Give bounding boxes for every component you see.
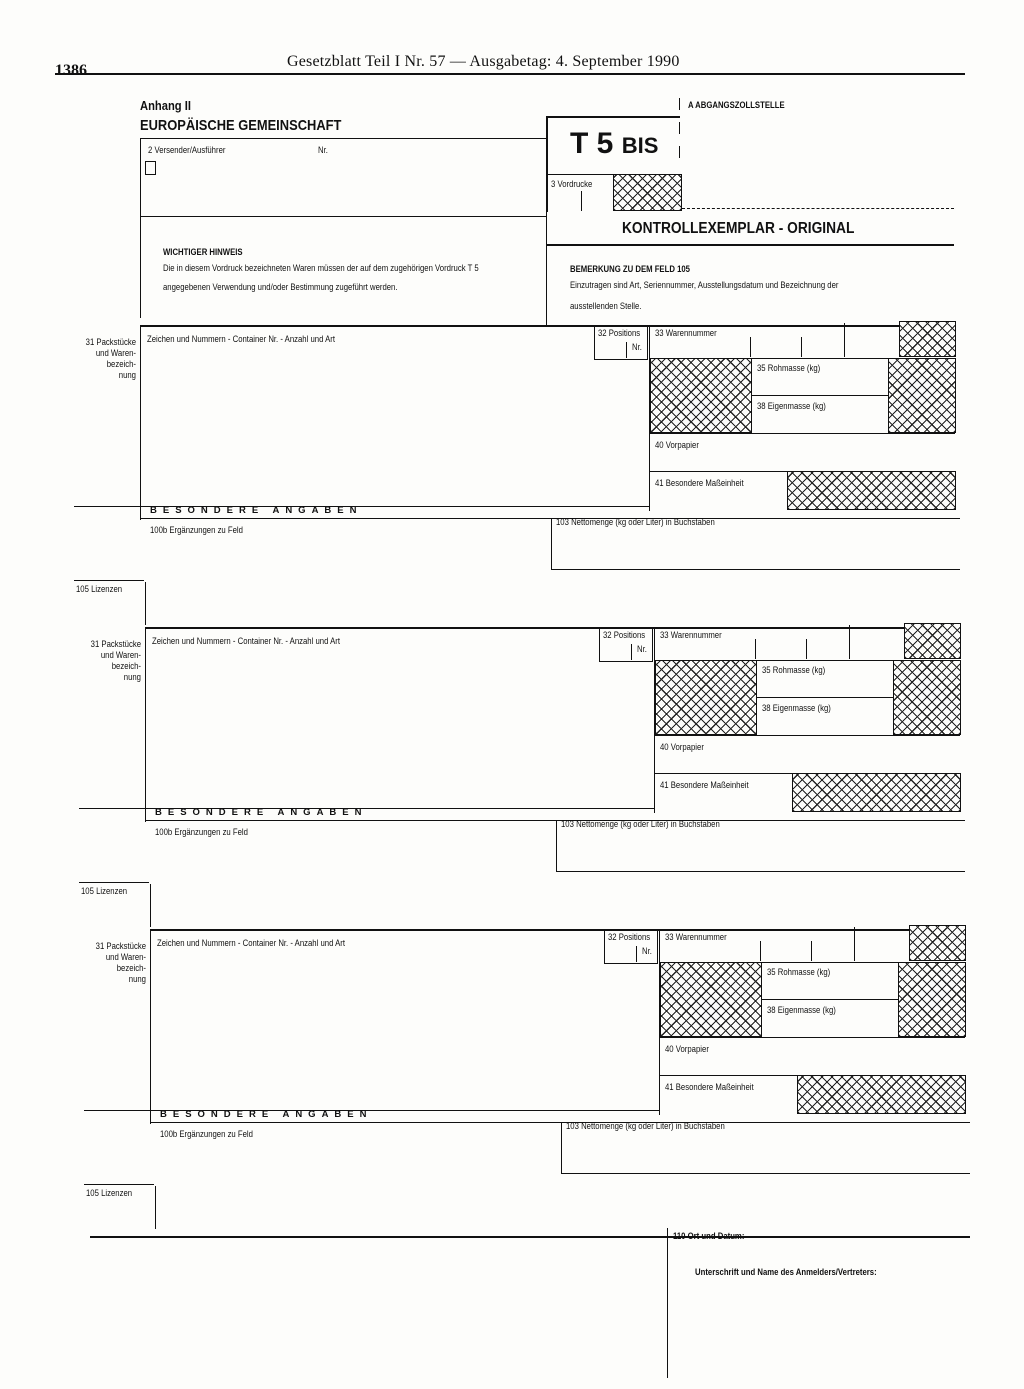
place-date-label: 110 Ort und Datum: (673, 1231, 745, 1241)
commodity-label: 33 Warennummer (655, 328, 717, 338)
form-code-suffix: BIS (621, 133, 659, 158)
commodity-label: 33 Warennummer (665, 932, 727, 942)
supp-unit-label: 41 Besondere Maßeinheit (655, 478, 744, 488)
positions-label: 32 Positions (603, 630, 646, 640)
net-words-label: 103 Nettomenge (kg oder Liter) in Buchstaben (561, 819, 720, 829)
mass-hatched-right (898, 962, 966, 1037)
marks-label: Zeichen und Nummern - Container Nr. - Anzahl und Art (157, 938, 346, 948)
remark-line-1: Einzutragen sind Art, Seriennummer, Ausstellungsdatum und Bezeichnung der (570, 280, 839, 290)
signature-label: Unterschrift und Name des Anmelders/Vertreters: (695, 1267, 877, 1277)
control-copy-title: KONTROLLEXEMPLAR - ORIGINAL (622, 220, 855, 237)
box2-nr: Nr. (318, 145, 328, 155)
box2-label: 2 Versender/Ausführer (148, 145, 226, 155)
net-words-label: 103 Nettomenge (kg oder Liter) in Buchstaben (566, 1121, 725, 1131)
prev-doc-label: 40 Vorpapier (660, 742, 704, 752)
special-label: BESONDERE ANGABEN (150, 505, 363, 516)
mass-hatched-left (660, 962, 762, 1037)
net-mass-label: 38 Eigenmasse (kg) (762, 703, 831, 713)
licences-label: 105 Lizenzen (86, 1188, 133, 1198)
remark-title: BEMERKUNG ZU DEM FELD 105 (570, 264, 690, 274)
supplements-label: 100b Ergänzungen zu Feld (155, 827, 248, 837)
prev-doc-label: 40 Vorpapier (655, 440, 699, 450)
packages-label: 31 Packstücke und Waren- bezeich- nung (85, 337, 136, 380)
annex-label: Anhang II (140, 98, 191, 113)
net-mass-label: 38 Eigenmasse (kg) (757, 401, 826, 411)
commodity-hatched (909, 925, 966, 961)
page-number: 1386 (55, 62, 87, 79)
marks-label: Zeichen und Nummern - Container Nr. - Anzahl und Art (152, 636, 341, 646)
positions-label: 32 Positions (608, 932, 651, 942)
supplements-label: 100b Ergänzungen zu Feld (160, 1129, 253, 1139)
prev-doc-label: 40 Vorpapier (665, 1044, 709, 1054)
positions-nr: Nr. (632, 342, 642, 352)
gross-mass-label: 35 Rohmasse (kg) (767, 967, 831, 977)
licences-label: 105 Lizenzen (81, 886, 128, 896)
footer-rule (90, 1236, 970, 1238)
supplements-label: 100b Ergänzungen zu Feld (150, 525, 243, 535)
box-a-label: A ABGANGSZOLLSTELLE (688, 100, 785, 110)
special-label: BESONDERE ANGABEN (160, 1109, 373, 1120)
item-section (5, 302, 1024, 896)
supp-unit-label: 41 Besondere Maßeinheit (660, 780, 749, 790)
net-words-label: 103 Nettomenge (kg oder Liter) in Buchstaben (556, 517, 715, 527)
community-label: EUROPÄISCHE GEMEINSCHAFT (140, 117, 342, 134)
supp-unit-hatched (797, 1075, 966, 1114)
gross-mass-label: 35 Rohmasse (kg) (762, 665, 826, 675)
notice-line-1: Die in diesem Vordruck bezeichneten Waren müssen der auf dem zugehörigen Vordruck T 5 (163, 263, 479, 273)
positions-nr: Nr. (642, 946, 652, 956)
notice-line-2: angegebenen Verwendung und/oder Bestimmung zugeführt werden. (163, 282, 398, 292)
special-label: BESONDERE ANGABEN (155, 807, 368, 818)
net-mass-label: 38 Eigenmasse (kg) (767, 1005, 836, 1015)
packages-label: 31 Packstücke und Waren- bezeich- nung (95, 941, 146, 984)
item-section (10, 604, 1024, 1198)
positions-label: 32 Positions (598, 328, 641, 338)
box3-label: 3 Vordrucke (551, 179, 593, 189)
licences-label: 105 Lizenzen (76, 584, 123, 594)
positions-nr: Nr. (637, 644, 647, 654)
form-code-main: T 5 (570, 127, 614, 160)
notice-title: WICHTIGER HINWEIS (163, 247, 243, 257)
gross-mass-label: 35 Rohmasse (kg) (757, 363, 821, 373)
supp-unit-label: 41 Besondere Maßeinheit (665, 1082, 754, 1092)
marks-label: Zeichen und Nummern - Container Nr. - Anzahl und Art (147, 334, 336, 344)
packages-label: 31 Packstücke und Waren- bezeich- nung (90, 639, 141, 682)
gazette-title: Gesetzblatt Teil I Nr. 57 — Ausgabetag: 4. September 1990 (287, 53, 680, 70)
remark-line-2: ausstellenden Stelle. (570, 301, 642, 311)
commodity-label: 33 Warennummer (660, 630, 722, 640)
